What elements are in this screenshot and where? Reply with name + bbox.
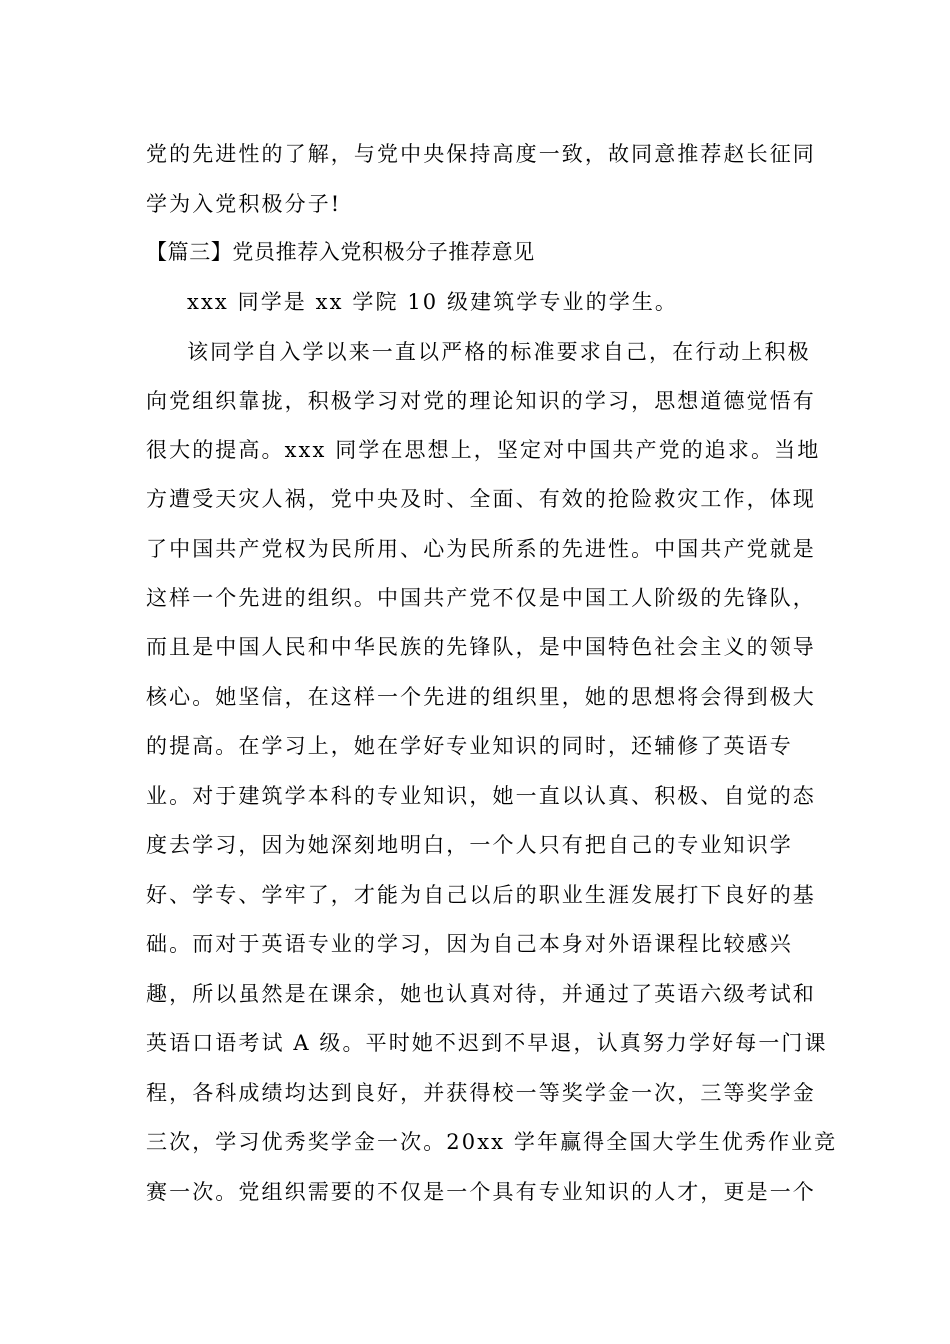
section-heading: 【篇三】党员推荐入党积极分子推荐意见 <box>146 240 535 264</box>
text-line: 了中国共产党权为民所用、心为民所系的先进性。中国共产党就是 <box>146 537 816 561</box>
text-line: 党的先进性的了解，与党中央保持高度一致，故同意推荐赵长征同 <box>146 142 816 166</box>
text-line: 核心。她坚信，在这样一个先进的组织里，她的思想将会得到极大 <box>146 685 816 709</box>
text-line: 三次，学习优秀奖学金一次。20xx 学年赢得全国大学生优秀作业竞 <box>146 1130 838 1154</box>
text-line: 的提高。在学习上，她在学好专业知识的同时，还辅修了英语专 <box>146 734 793 758</box>
text-line: 础。而对于英语专业的学习，因为自己本身对外语课程比较感兴 <box>146 932 793 956</box>
text-line: 这样一个先进的组织。中国共产党不仅是中国工人阶级的先锋队， <box>146 586 816 610</box>
text-line: 方遭受天灾人祸，党中央及时、全面、有效的抢险救灾工作，体现 <box>146 487 816 511</box>
text-line: 学为入党积极分子! <box>146 192 342 216</box>
intro-line: xxx 同学是 xx 学院 10 级建筑学专业的学生。 <box>187 290 679 314</box>
text-line: 度去学习，因为她深刻地明白，一个人只有把自己的专业知识学 <box>146 833 793 857</box>
text-line: 业。对于建筑学本科的专业知识，她一直以认真、积极、自觉的态 <box>146 784 816 808</box>
text-line: 趣，所以虽然是在课余，她也认真对待，并通过了英语六级考试和 <box>146 982 816 1006</box>
text-line: 向党组织靠拢，积极学习对党的理论知识的学习，思想道德觉悟有 <box>146 389 816 413</box>
text-line: 而且是中国人民和中华民族的先锋队，是中国特色社会主义的领导 <box>146 635 816 659</box>
text-line: 好、学专、学牢了，才能为自己以后的职业生涯发展打下良好的基 <box>146 883 816 907</box>
text-line: 赛一次。党组织需要的不仅是一个具有专业知识的人才，更是一个 <box>146 1180 816 1204</box>
text-line: 程，各科成绩均达到良好，并获得校一等奖学金一次，三等奖学金 <box>146 1081 816 1105</box>
text-line: 英语口语考试 A 级。平时她不迟到不早退，认真努力学好每一门课 <box>146 1031 828 1055</box>
text-line: 该同学自入学以来一直以严格的标准要求自己，在行动上积极 <box>187 340 811 364</box>
text-line: 很大的提高。xxx 同学在思想上，坚定对中国共产党的追求。当地 <box>146 438 821 462</box>
